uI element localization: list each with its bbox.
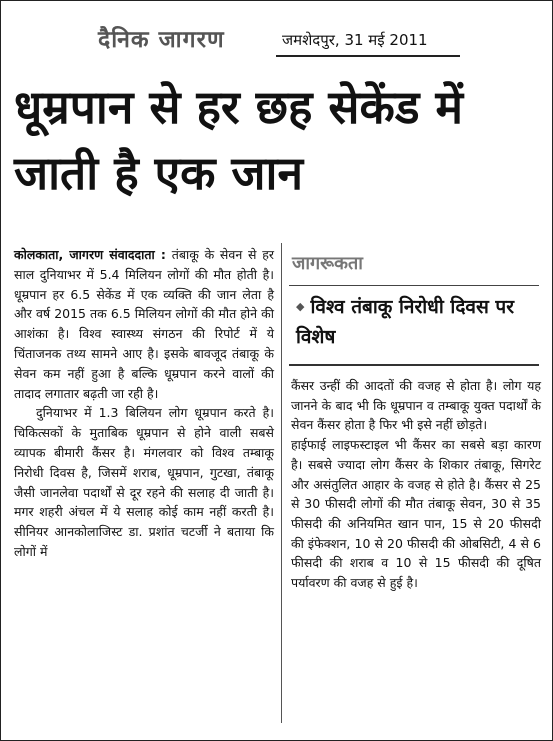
- kicker: जागरूकता: [292, 253, 363, 274]
- kicker-rule: [289, 285, 539, 286]
- diamond-bullet-icon: ◆: [296, 300, 305, 313]
- subheading: [296, 292, 541, 352]
- dateline: जमशेदपुर, 31 मई 2011: [282, 31, 428, 49]
- left-paragraph-2: दुनियाभर में 1.3 बिलियन लोग धूम्रपान करते है। चिकित्सकों के मुताबिक धूम्रपान से होने वाली सबसे व्यापक बीमारी कैंसर है। मंगलवार को विश्व तम्बाकू निरोधी दिवस है, जिसमें शराब, धूम्रपान, गुटखा, तंबाकू जैसी जानलेवा पदार्थों से दूर रहने की सलाह दी जाती है। मगर शहरी अंचल में ये सलाह कोई काम नहीं करती है। सीनियर आनकोलाजिस्ट डा. प्रशांत चटर्जी ने बताया कि लोगों में: [14, 405, 274, 559]
- dateline-rule: [276, 55, 460, 57]
- headline: धूम्रपान से हर छह सेकेंड में जाती है एक जान: [14, 80, 463, 200]
- newspaper-masthead: दैनिक जागरण: [98, 27, 225, 53]
- subheading-rule: [289, 364, 539, 366]
- byline: कोलकाता, जागरण संवाददाता :: [14, 247, 166, 262]
- left-paragraph-1: [14, 245, 274, 403]
- column-divider: [281, 243, 282, 723]
- subheading-text: विश्व तंबाकू निरोधी दिवस पर विशेष: [296, 296, 514, 348]
- left-paragraph-1-text: तंबाकू के सेवन से हर साल दुनियाभर में 5.4 मिलियन लोगों की मौत होती है। धूम्रपान हर 6.5 सेकेंड में एक व्यक्ति की जान लेता है और वर्ष 2015 तक 6.5 मिलियन लोगों की मौत होने की आशंका है। विश्व स्वास्थ्य संगठन की रिपोर्ट में ये चिंताजनक तथ्य सामने आए है। इसके बावजूद तंबाकू के सेवन कम नहीं हुआ है बल्कि धूम्रपान करने वालों की तादाद लगातार बढ़ती जा रही है।: [14, 247, 275, 401]
- right-paragraph-1: कैंसर उन्हीं की आदतों की वजह से होता है। लोग यह जानने के बाद भी कि धूम्रपान व तम्बाकू युक्त पदार्थों के सेवन कैंसर होता है फिर भी इसे नहीं छोड़ते।: [291, 378, 541, 433]
- left-column: [14, 245, 274, 562]
- right-column: [291, 376, 541, 593]
- right-paragraph-2: हाईफाई लाइफस्टाइल भी कैंसर का सबसे बड़ा कारण है। सबसे ज्यादा लोग कैंसर के शिकार तंबाकू, सिगरेट और असंतुलित आहार के वजह से होते है। कैंसर से 25 से 30 फीसदी लोगों की मौत तंबाकू सेवन, 30 से 35 फीसदी की अनियमित खान पान, 15 से 20 फीसदी की इंफेक्शन, 10 से 20 फीसदी की ओबसिटी, 4 से 6 फीसदी की शराब व 10 से 15 फीसदी की दूषित पर्यावरण की वजह से हुई है।: [291, 437, 541, 591]
